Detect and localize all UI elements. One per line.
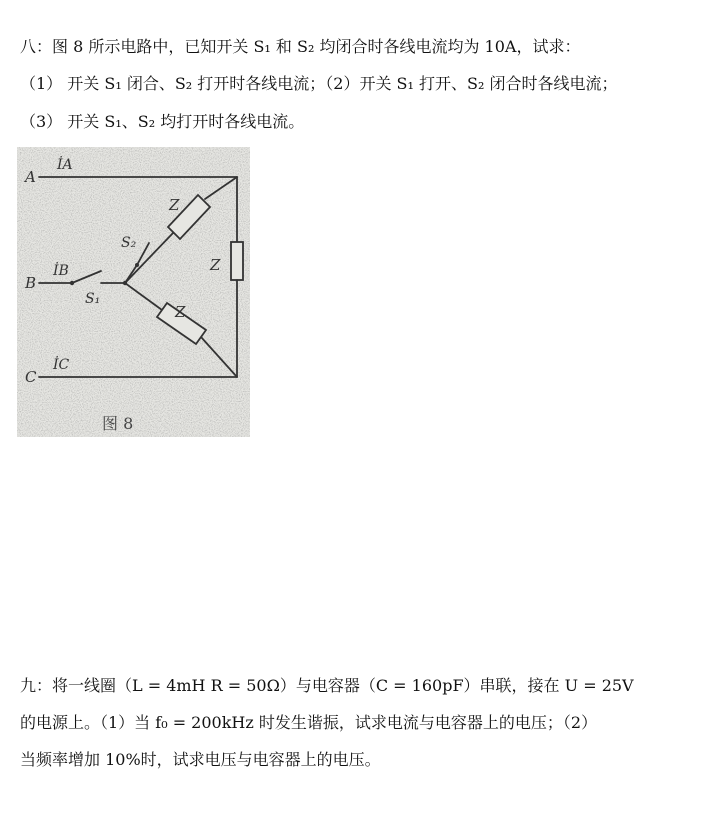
impedance-right-label: Z [210,256,221,274]
neutral-node [123,281,127,285]
switch-s1-label: S₁ [85,291,101,307]
impedance-lower-label: Z [175,303,186,321]
current-c-label: İC [53,357,70,373]
current-a-label: İA [57,157,73,173]
impedance-right [231,242,243,280]
switch-s2-pivot [135,263,139,267]
problem-9-line-3: 当频率增加 10%时，试求电压与电容器上的电压。 [20,750,381,769]
label-c: C [25,368,37,386]
current-b-label: İB [53,263,69,279]
switch-s2-label: S₂ [121,235,137,251]
label-b: B [25,274,37,292]
impedance-upper-label: Z [169,196,180,214]
problem-9-line-1: 九：将一线圈（L = 4mH R = 50Ω）与电容器（C = 160pF）串联，接在 U = 25V [20,676,634,695]
problem-8-line-1: 八：图 8 所示电路中，已知开关 S₁ 和 S₂ 均闭合时各线电流均为 10A，试求： [20,37,581,56]
scan-noise [17,147,250,437]
figure-8-circuit [17,147,250,437]
problem-8-line-3: （3） 开关 S₁、S₂ 均打开时各线电流。 [20,112,305,131]
problem-9-line-2: 的电源上。（1）当 f₀ = 200kHz 时发生谐振，试求电流与电容器上的电压；（2） [20,713,598,732]
problem-8-line-2: （1） 开关 S₁ 闭合、S₂ 打开时各线电流；（2）开关 S₁ 打开、S₂ 闭合时各线电流； [20,74,618,93]
figure-caption: 图 8 [102,414,134,433]
switch-s1-pivot [70,281,74,285]
label-a: A [25,168,36,186]
circuit-diagram [17,147,250,437]
